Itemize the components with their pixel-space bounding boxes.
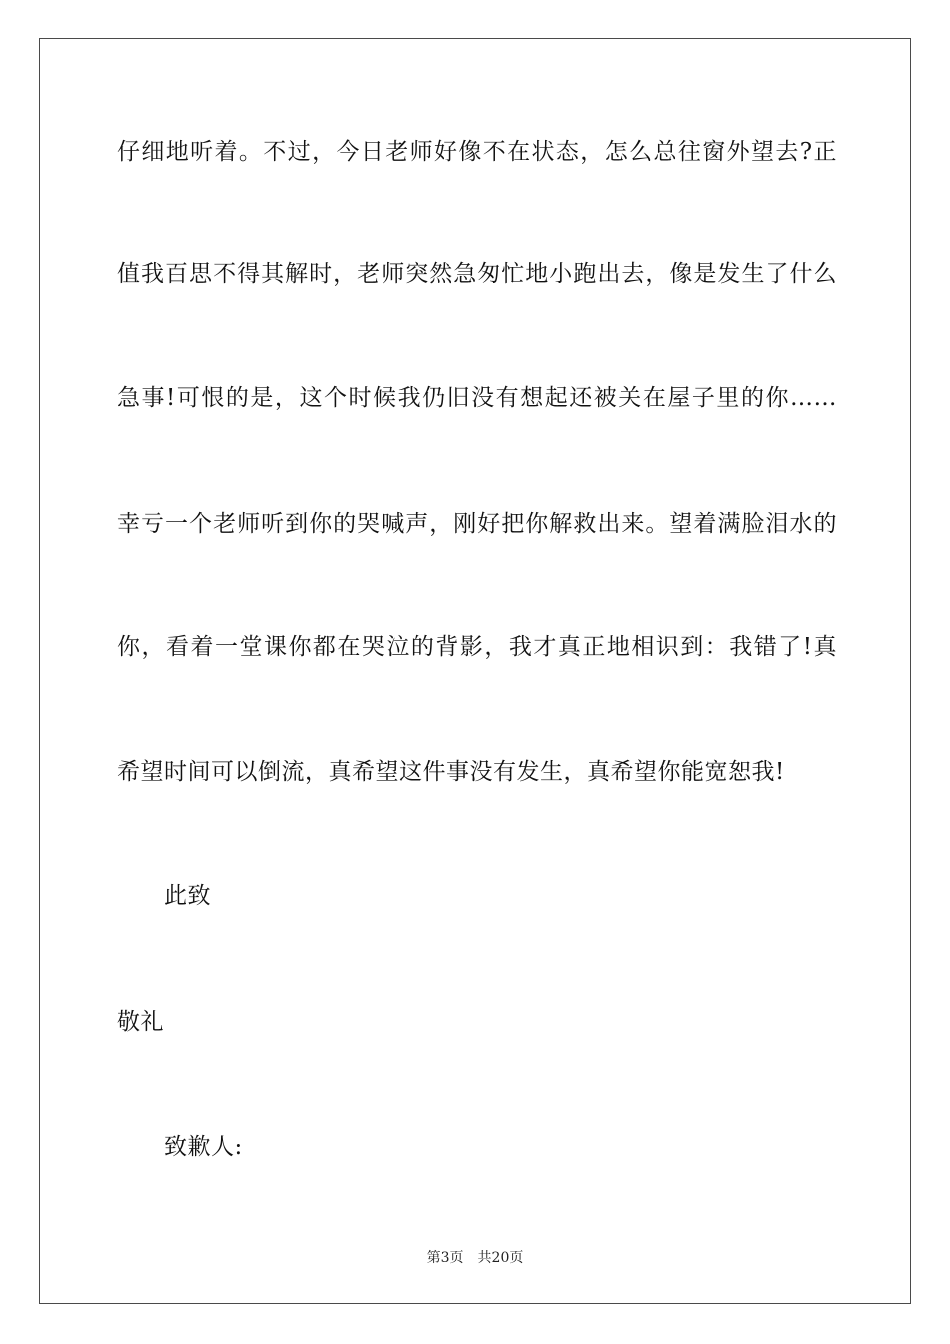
body-line-5: 你，看着一堂课你都在哭泣的背影，我才真正地相识到：我错了!真: [117, 634, 837, 660]
signature-label: 致歉人:: [164, 1134, 243, 1160]
body-line-1: 仔细地听着。不过，今日老师好像不在状态，怎么总往窗外望去?正: [117, 139, 837, 165]
page-border: [39, 38, 911, 1304]
page-footer: [0, 1249, 950, 1267]
page-number: 第3页: [426, 1250, 464, 1266]
body-line-3: 急事!可恨的是，这个时候我仍旧没有想起还被关在屋子里的你……: [117, 385, 837, 411]
salutation-text: 敬礼: [117, 1009, 164, 1035]
closing-text: 此致: [164, 883, 211, 909]
body-line-2: 值我百思不得其解时，老师突然急匆忙地小跑出去，像是发生了什么: [117, 261, 837, 287]
page-total: 共20页: [477, 1250, 524, 1266]
body-line-6: 希望时间可以倒流，真希望这件事没有发生，真希望你能宽恕我!: [117, 759, 785, 785]
body-line-4: 幸亏一个老师听到你的哭喊声，刚好把你解救出来。望着满脸泪水的: [117, 511, 837, 537]
